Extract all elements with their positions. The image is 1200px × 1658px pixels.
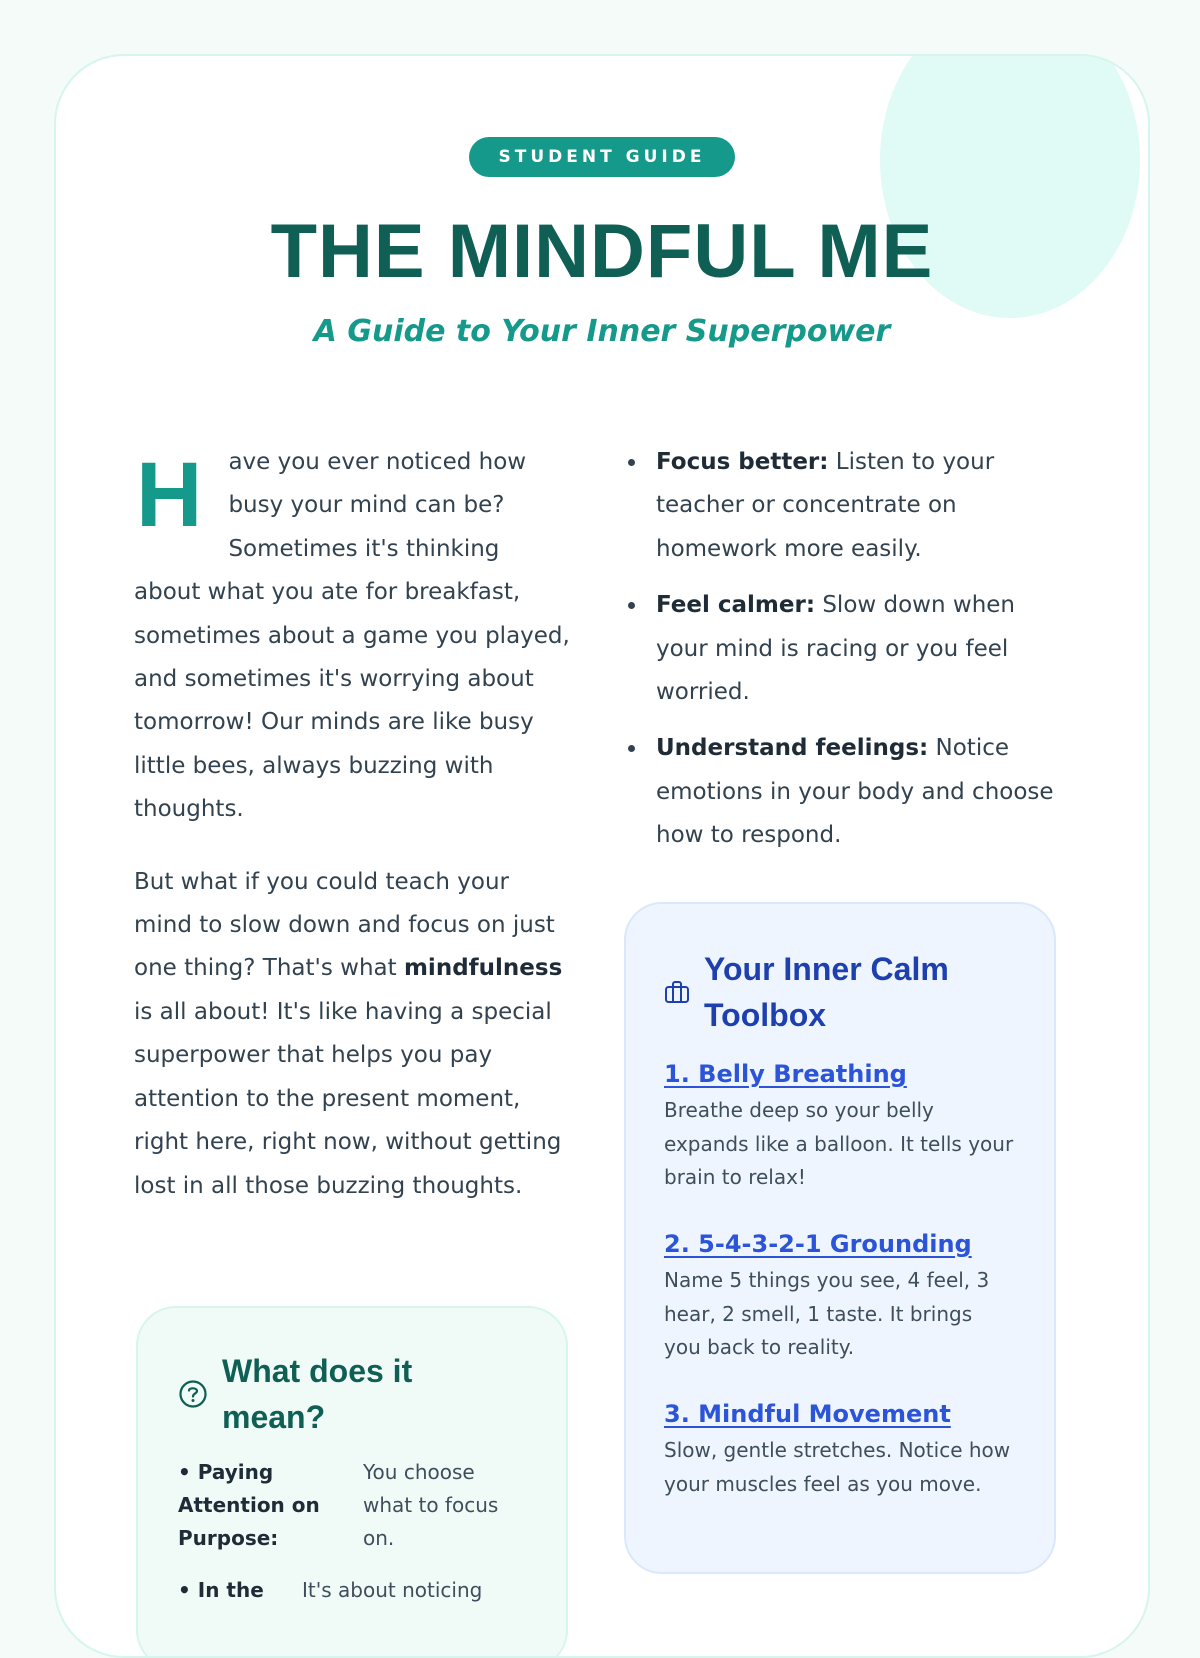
left-column xyxy=(134,441,572,1237)
list-item xyxy=(622,441,1062,571)
question-circle-icon xyxy=(178,1379,208,1409)
toolbox-title: Your Inner Calm Toolbox xyxy=(704,951,949,1033)
list-item xyxy=(622,584,1062,714)
toolbox-header xyxy=(664,946,984,1038)
intro-paragraph-1 xyxy=(134,441,572,832)
mindful-movement-link[interactable]: 3. Mindful Movement xyxy=(664,1400,951,1428)
student-guide-badge: STUDENT GUIDE xyxy=(469,137,735,177)
right-column xyxy=(622,441,1062,886)
toolbox-icon xyxy=(664,979,690,1005)
benefit-label: Focus better: xyxy=(656,449,829,475)
benefit-text: Listen to your teacher or concentrate on homework more easily. xyxy=(656,449,995,562)
intro-paragraph-2 xyxy=(134,861,572,1208)
toolbox-item-description: Breathe deep so your belly expands like a balloon. It tells your brain to relax! xyxy=(664,1098,1014,1189)
benefit-label: Feel calmer: xyxy=(656,592,816,619)
mindfulness-term: mindfulness xyxy=(403,955,563,982)
benefit-text: Slow down when your mind is racing or you feel worried. xyxy=(656,592,1015,706)
definition-row xyxy=(178,1456,538,1556)
definition-term: • Paying Attention on Purpose: xyxy=(178,1460,320,1550)
toolbox-item xyxy=(664,1056,1014,1195)
benefit-label: Understand feelings: xyxy=(656,735,929,762)
toolbox-card xyxy=(624,902,1056,1574)
page-title: THE MINDFUL ME xyxy=(270,209,934,294)
intro-paragraph-1-text: ave you ever noticed how busy your mind can be? Sometimes it's thinking about what you ate for breakfast, sometimes about a game you played, and sometimes it's worrying about tomorrow! Our minds are like busy little bees, always buzzing with thoughts. xyxy=(134,449,570,823)
toolbox-item xyxy=(664,1396,1014,1501)
definition-box-header xyxy=(178,1348,482,1440)
page-subtitle: A Guide to Your Inner Superpower xyxy=(313,314,891,349)
grounding-link[interactable]: 2. 5-4-3-2-1 Grounding xyxy=(664,1230,972,1258)
intro-paragraph-2-start: But what if you could teach your mind to slow down and focus on just one thing? That's what xyxy=(134,868,555,982)
toolbox-item xyxy=(664,1226,1014,1365)
intro-paragraph-2-end: is all about! It's like having a special superpower that helps you pay attention to the present moment, right here, right now, without getting lost in all those buzzing thoughts. xyxy=(134,998,562,1199)
definition-box-title: What does it mean? xyxy=(222,1353,413,1435)
definition-box xyxy=(136,1306,568,1658)
guide-card xyxy=(54,54,1150,1658)
benefits-list xyxy=(622,441,1062,858)
list-item xyxy=(622,727,1062,857)
definition-row xyxy=(178,1574,538,1658)
toolbox-item-description: Slow, gentle stretches. Notice how your muscles feel as you move. xyxy=(664,1438,1011,1496)
belly-breathing-link[interactable]: 1. Belly Breathing xyxy=(664,1060,907,1088)
drop-cap: H xyxy=(136,444,203,546)
toolbox-item-description: Name 5 things you see, 4 feel, 3 hear, 2 smell, 1 taste. It brings you back to reality. xyxy=(664,1268,990,1359)
definition-term: • In the xyxy=(178,1578,264,1602)
definition-text: It's about noticing xyxy=(302,1578,483,1602)
benefit-text: Notice emotions in your body and choose how to respond. xyxy=(656,735,1054,849)
definition-text: You choose what to focus on. xyxy=(363,1460,499,1550)
